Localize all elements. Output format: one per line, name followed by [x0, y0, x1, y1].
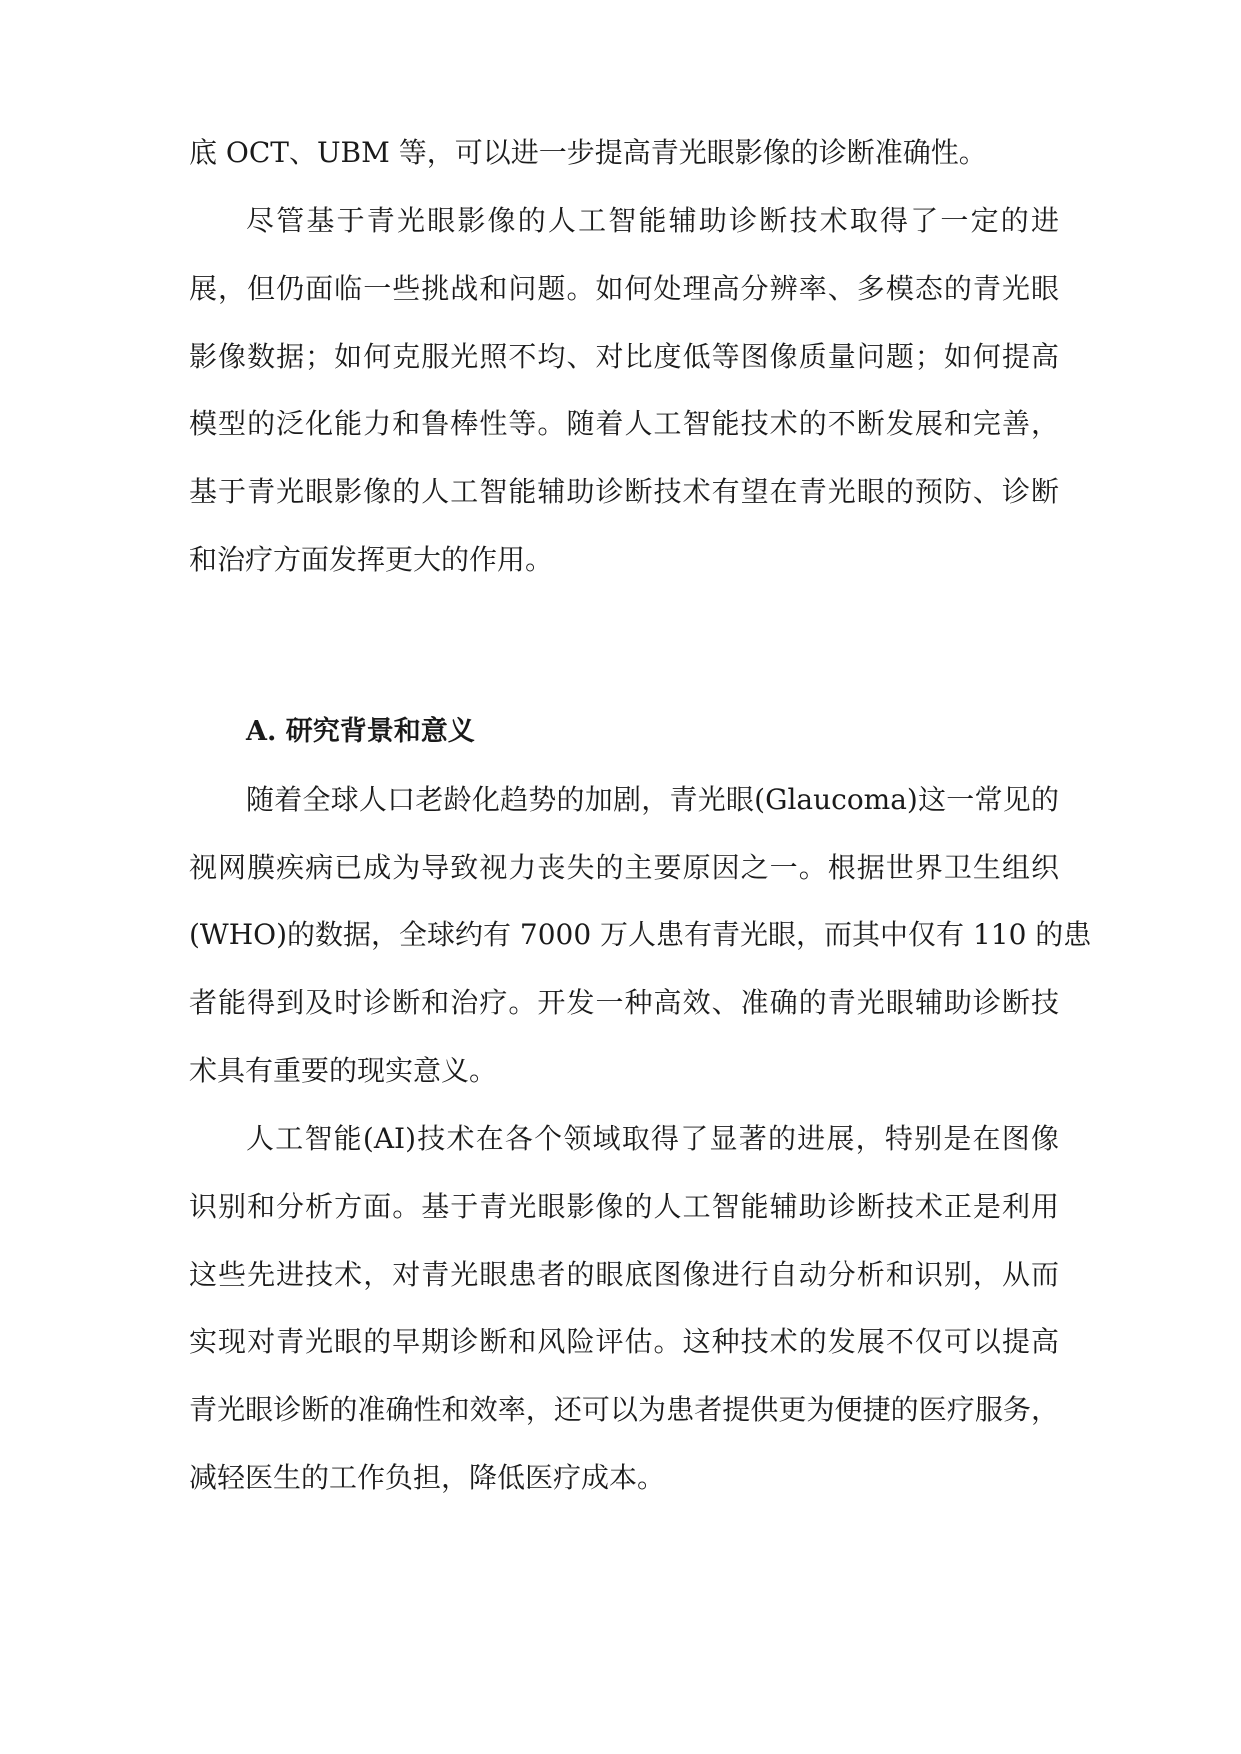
paragraph-3-line-3: (WHO)的数据，全球约有 7000 万人患有青光眼，而其中仅有 110 的患 [189, 918, 1092, 951]
paragraph-4-line-6: 减轻医生的工作负担，降低医疗成本。 [189, 1461, 666, 1494]
paragraph-3-line-1: 随着全球人口老龄化趋势的加剧，青光眼(Glaucoma)这一常见的 [246, 783, 1059, 816]
paragraph-2-line-3: 影像数据；如何克服光照不均、对比度低等图像质量问题；如何提高 [189, 340, 1059, 373]
paragraph-4-line-5: 青光眼诊断的准确性和效率，还可以为患者提供更为便捷的医疗服务， [189, 1393, 1059, 1426]
paragraph-1-line-1: 底 OCT、UBM 等，可以进一步提高青光眼影像的诊断准确性。 [189, 136, 987, 169]
paragraph-4-line-3: 这些先进技术，对青光眼患者的眼底图像进行自动分析和识别，从而 [189, 1258, 1059, 1291]
paragraph-2-line-4: 模型的泛化能力和鲁棒性等。随着人工智能技术的不断发展和完善， [189, 407, 1059, 440]
section-heading: A. 研究背景和意义 [246, 716, 475, 747]
paragraph-2-line-5: 基于青光眼影像的人工智能辅助诊断技术有望在青光眼的预防、诊断 [189, 475, 1059, 508]
paragraph-2-line-6: 和治疗方面发挥更大的作用。 [189, 543, 554, 576]
paragraph-3-line-4: 者能得到及时诊断和治疗。开发一种高效、准确的青光眼辅助诊断技 [189, 986, 1059, 1019]
paragraph-4-line-1: 人工智能(AI)技术在各个领域取得了显著的进展，特别是在图像 [246, 1122, 1059, 1155]
paragraph-4-line-2: 识别和分析方面。基于青光眼影像的人工智能辅助诊断技术正是利用 [189, 1190, 1059, 1223]
paragraph-4-line-4: 实现对青光眼的早期诊断和风险评估。这种技术的发展不仅可以提高 [189, 1325, 1059, 1358]
paragraph-3-line-2: 视网膜疾病已成为导致视力丧失的主要原因之一。根据世界卫生组织 [189, 851, 1059, 884]
paragraph-2-line-2: 展，但仍面临一些挑战和问题。如何处理高分辨率、多模态的青光眼 [189, 272, 1059, 305]
paragraph-3-line-5: 术具有重要的现实意义。 [189, 1054, 498, 1087]
paragraph-2-line-1: 尽管基于青光眼影像的人工智能辅助诊断技术取得了一定的进 [246, 204, 1059, 237]
